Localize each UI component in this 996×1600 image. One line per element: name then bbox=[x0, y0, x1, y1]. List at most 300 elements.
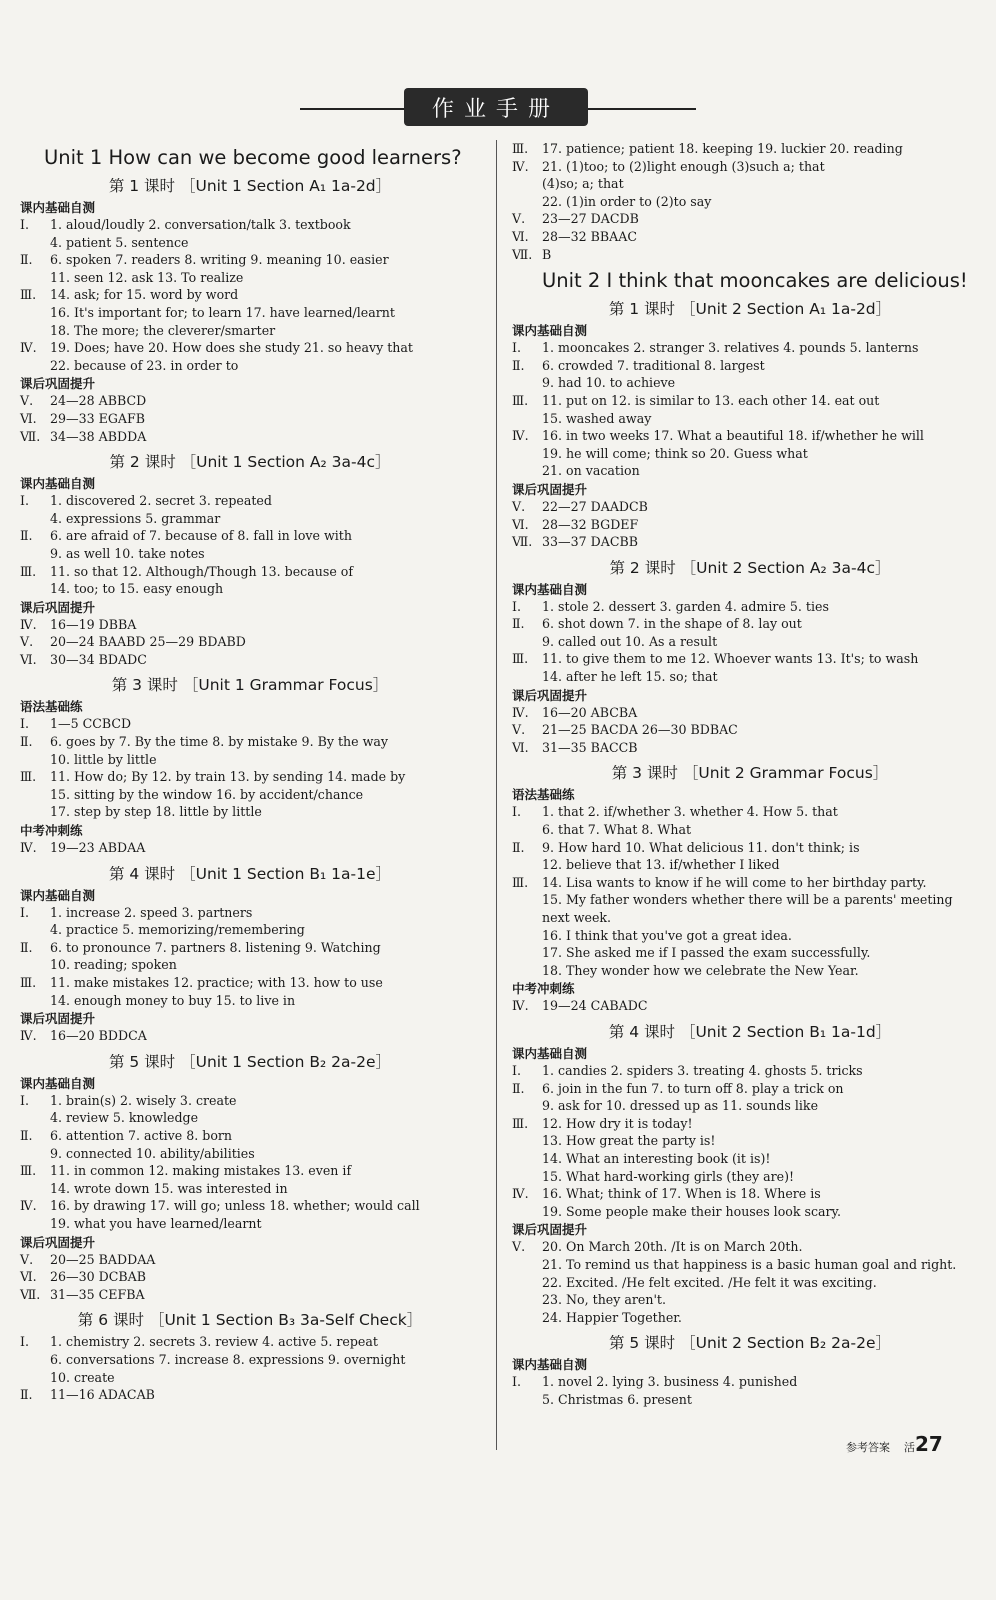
answer-text: 33—37 DACBB bbox=[542, 534, 638, 550]
answer-text: 18. The more; the cleverer/smarter bbox=[50, 322, 276, 338]
question-group-numeral: Ⅱ. bbox=[512, 616, 525, 632]
lesson-heading: 第 3 课时 ［Unit 2 Grammar Focus］ bbox=[611, 764, 889, 783]
answer-line bbox=[512, 1373, 988, 1391]
answer-text: 9. How hard 10. What delicious 11. don't think; is bbox=[542, 839, 860, 855]
answer-text: 18. They wonder how we celebrate the New Year. bbox=[542, 962, 859, 978]
answer-line bbox=[512, 1391, 988, 1409]
right-column bbox=[512, 140, 988, 1408]
answer-text: 10. reading; spoken bbox=[50, 957, 177, 973]
banner-title: 作业手册 bbox=[404, 88, 588, 126]
answer-text: 30—34 BDADC bbox=[50, 651, 147, 667]
answer-line bbox=[20, 974, 480, 992]
question-group-numeral: Ⅳ. bbox=[20, 840, 37, 856]
answer-line bbox=[20, 1251, 480, 1269]
answer-text: 1. aloud/loudly 2. conversation/talk 3. textbook bbox=[50, 217, 351, 232]
answer-line bbox=[512, 944, 988, 962]
lesson-heading: 第 2 课时 ［Unit 1 Section A₂ 3a-4c］ bbox=[109, 453, 391, 472]
unit-title: Unit 2 I think that mooncakes are delicious! bbox=[542, 269, 968, 293]
footer-label: 参考答案 bbox=[846, 1441, 890, 1454]
answer-text: 28—32 BBAAC bbox=[542, 228, 637, 244]
question-group-numeral: Ⅴ. bbox=[512, 1239, 526, 1255]
answer-line bbox=[20, 633, 480, 651]
answer-line bbox=[512, 1062, 988, 1080]
lesson-heading: 第 6 课时 ［Unit 1 Section B₃ 3a-Self Check］ bbox=[77, 1311, 423, 1330]
answer-line bbox=[512, 228, 988, 246]
answer-line bbox=[512, 668, 988, 686]
question-group-numeral: Ⅵ. bbox=[512, 739, 529, 755]
answer-line bbox=[20, 939, 480, 957]
question-group-numeral: Ⅰ. bbox=[20, 493, 29, 509]
answer-text: 9. called out 10. As a result bbox=[542, 633, 718, 649]
answer-line bbox=[20, 510, 480, 528]
answer-line bbox=[512, 462, 988, 480]
left-column bbox=[20, 140, 480, 1404]
question-group-numeral: Ⅶ. bbox=[20, 428, 41, 444]
question-group-numeral: Ⅱ. bbox=[20, 734, 33, 750]
question-group-numeral: Ⅳ. bbox=[20, 340, 37, 356]
answer-text: 1. mooncakes 2. stranger 3. relatives 4. pounds 5. lanterns bbox=[542, 340, 919, 356]
answer-line bbox=[512, 650, 988, 668]
answer-text: 11—16 ADACAB bbox=[50, 1387, 155, 1403]
answer-text: 17. She asked me if I passed the exam successfully. bbox=[542, 945, 871, 961]
answer-line bbox=[512, 392, 988, 410]
answer-line bbox=[20, 733, 480, 751]
answer-line bbox=[20, 545, 480, 563]
answer-text: 1. candies 2. spiders 3. treating 4. ghosts 5. tricks bbox=[542, 1062, 863, 1078]
question-group-numeral: Ⅲ. bbox=[512, 651, 529, 667]
question-group-numeral: Ⅶ. bbox=[512, 534, 533, 550]
answer-text: 16—20 ABCBA bbox=[542, 704, 638, 720]
answer-line bbox=[512, 1256, 988, 1274]
answer-text: 16—19 DBBA bbox=[50, 616, 137, 632]
answer-line bbox=[512, 1274, 988, 1292]
lesson-heading: 第 3 课时 ［Unit 1 Grammar Focus］ bbox=[111, 676, 389, 695]
question-group-numeral: Ⅰ. bbox=[512, 1062, 521, 1078]
answer-text: 11. so that 12. Although/Though 13. because of bbox=[50, 563, 354, 579]
answer-text: 12. How dry it is today! bbox=[542, 1115, 693, 1131]
answer-line bbox=[20, 1092, 480, 1110]
answer-line bbox=[20, 751, 480, 769]
answer-text: 6. join in the fun 7. to turn off 8. play a trick on bbox=[542, 1080, 844, 1096]
section-label: 课后巩固提升 bbox=[20, 1234, 96, 1250]
question-group-numeral: Ⅱ. bbox=[20, 252, 33, 268]
answer-line bbox=[512, 140, 988, 158]
answer-line bbox=[512, 516, 988, 534]
answer-text: 21. To remind us that happiness is a basic human goal and right. bbox=[542, 1256, 957, 1272]
section-label: 课后巩固提升 bbox=[20, 1011, 96, 1027]
answer-text: 20—24 BAABD 25—29 BDABD bbox=[50, 634, 246, 650]
answer-line bbox=[512, 158, 988, 176]
answer-line bbox=[20, 1386, 480, 1404]
answer-text: 16. I think that you've got a great idea. bbox=[542, 927, 792, 943]
answer-text: 10. little by little bbox=[50, 751, 157, 767]
answer-text: 4. expressions 5. grammar bbox=[50, 510, 221, 526]
answer-line bbox=[20, 1162, 480, 1180]
question-group-numeral: Ⅳ. bbox=[512, 998, 529, 1014]
answer-text: 6. to pronounce 7. partners 8. listening 9. Watching bbox=[50, 939, 381, 955]
section-label: 课后巩固提升 bbox=[20, 376, 96, 392]
answer-text: 4. review 5. knowledge bbox=[50, 1110, 199, 1126]
question-group-numeral: Ⅱ. bbox=[512, 839, 525, 855]
answer-text: 20. On March 20th. /It is on March 20th. bbox=[542, 1239, 803, 1255]
section-banner bbox=[300, 88, 696, 128]
answer-text: 14. enough money to buy 15. to live in bbox=[50, 992, 296, 1008]
lesson-heading: 第 2 课时 ［Unit 2 Section A₂ 3a-4c］ bbox=[609, 558, 891, 577]
answer-line bbox=[512, 410, 988, 428]
answer-line bbox=[20, 786, 480, 804]
answer-line bbox=[20, 339, 480, 357]
question-group-numeral: Ⅲ. bbox=[512, 874, 529, 890]
answer-line bbox=[20, 492, 480, 510]
answer-text: 15. What hard-working girls (they are)! bbox=[542, 1168, 795, 1184]
answer-text: 19. he will come; think so 20. Guess what bbox=[542, 445, 808, 461]
answer-line bbox=[20, 1145, 480, 1163]
answer-line bbox=[512, 1150, 988, 1168]
question-group-numeral: Ⅴ. bbox=[20, 634, 34, 650]
answer-text: 17. step by step 18. little by little bbox=[50, 804, 262, 820]
answer-text: 10. create bbox=[50, 1369, 115, 1385]
answer-line bbox=[20, 322, 480, 340]
answer-text: 28—32 BGDEF bbox=[542, 516, 639, 532]
question-group-numeral: Ⅱ. bbox=[512, 1080, 525, 1096]
question-group-numeral: Ⅱ. bbox=[20, 939, 33, 955]
answer-line bbox=[20, 357, 480, 375]
answer-text: 9. as well 10. take notes bbox=[50, 545, 205, 561]
lesson-heading: 第 5 课时 ［Unit 1 Section B₂ 2a-2e］ bbox=[108, 1052, 392, 1071]
answer-text: 1. increase 2. speed 3. partners bbox=[50, 904, 253, 920]
section-label: 课后巩固提升 bbox=[512, 687, 588, 703]
question-group-numeral: Ⅴ. bbox=[512, 722, 526, 738]
question-group-numeral: Ⅴ. bbox=[512, 211, 526, 227]
answer-line bbox=[20, 428, 480, 446]
question-group-numeral: Ⅶ. bbox=[512, 246, 533, 262]
answer-text: 6. that 7. What 8. What bbox=[542, 822, 692, 838]
answer-text: 16. What; think of 17. When is 18. Where is bbox=[542, 1186, 821, 1202]
question-group-numeral: Ⅲ. bbox=[512, 392, 529, 408]
answer-line bbox=[512, 874, 988, 892]
lesson-heading: 第 1 课时 ［Unit 2 Section A₁ 1a-2d］ bbox=[608, 300, 892, 319]
answer-text: 19—24 CABADC bbox=[542, 998, 648, 1014]
answer-text: 14. ask; for 15. word by word bbox=[50, 287, 239, 303]
answer-line bbox=[512, 704, 988, 722]
answer-line bbox=[512, 997, 988, 1015]
answer-text: 12. believe that 13. if/whether I liked bbox=[542, 857, 780, 873]
question-group-numeral: Ⅰ. bbox=[20, 217, 29, 232]
answer-text: 9. had 10. to achieve bbox=[542, 375, 676, 391]
answer-text: 19. Some people make their houses look scary. bbox=[542, 1203, 841, 1219]
question-group-numeral: Ⅰ. bbox=[20, 904, 29, 920]
answer-line bbox=[512, 962, 988, 980]
question-group-numeral: Ⅲ. bbox=[512, 1115, 529, 1131]
answer-line bbox=[20, 216, 480, 234]
answer-text: 11. put on 12. is similar to 13. each other 14. eat out bbox=[542, 392, 880, 408]
answer-line bbox=[512, 1291, 988, 1309]
question-group-numeral: Ⅵ. bbox=[512, 228, 529, 244]
answer-text: 19. Does; have 20. How does she study 21. so heavy that bbox=[50, 340, 413, 356]
question-group-numeral: Ⅰ. bbox=[512, 1374, 521, 1390]
answer-text: B bbox=[542, 246, 552, 262]
section-label: 课内基础自测 bbox=[512, 323, 588, 339]
answer-line bbox=[20, 1197, 480, 1215]
question-group-numeral: Ⅶ. bbox=[20, 1286, 41, 1302]
answer-line bbox=[20, 715, 480, 733]
answer-line bbox=[512, 1238, 988, 1256]
answer-text: 1—5 CCBCD bbox=[50, 716, 132, 732]
answer-text: 20—25 BADDAA bbox=[50, 1251, 156, 1267]
answer-line bbox=[512, 339, 988, 357]
unit-title: Unit 1 How can we become good learners? bbox=[44, 146, 462, 169]
answer-text: 9. connected 10. ability/abilities bbox=[50, 1145, 255, 1161]
lesson-heading: 第 5 课时 ［Unit 2 Section B₂ 2a-2e］ bbox=[608, 1334, 892, 1353]
question-group-numeral: Ⅱ. bbox=[512, 357, 525, 373]
answer-line bbox=[512, 891, 988, 909]
column-divider bbox=[496, 140, 497, 1450]
answer-line bbox=[512, 839, 988, 857]
question-group-numeral: Ⅳ. bbox=[512, 1186, 529, 1202]
question-group-numeral: Ⅲ. bbox=[20, 975, 37, 990]
answer-line bbox=[20, 1180, 480, 1198]
section-label: 中考冲刺练 bbox=[512, 981, 575, 997]
answer-line bbox=[20, 304, 480, 322]
answer-text: 31—35 BACCB bbox=[542, 739, 638, 755]
answer-line bbox=[20, 803, 480, 821]
answer-text: 11. in common 12. making mistakes 13. even if bbox=[50, 1163, 352, 1179]
answer-text: 21. (1)too; to (2)light enough (3)such a; that bbox=[542, 158, 825, 174]
answer-text: 4. patient 5. sentence bbox=[50, 234, 189, 250]
answer-text: 29—33 EGAFB bbox=[50, 410, 145, 426]
section-label: 课内基础自测 bbox=[512, 1357, 588, 1373]
section-label: 语法基础练 bbox=[20, 699, 83, 715]
answer-line bbox=[20, 1109, 480, 1127]
question-group-numeral: Ⅱ. bbox=[20, 1387, 33, 1403]
section-label: 课内基础自测 bbox=[20, 476, 96, 492]
answer-text: 6. are afraid of 7. because of 8. fall in love with bbox=[50, 528, 352, 544]
answer-text: 11. make mistakes 12. practice; with 13. how to use bbox=[50, 975, 383, 990]
question-group-numeral: Ⅰ. bbox=[512, 340, 521, 356]
answer-line bbox=[20, 1027, 480, 1045]
question-group-numeral: Ⅳ. bbox=[20, 1028, 37, 1044]
answer-line bbox=[512, 193, 988, 211]
answer-line bbox=[20, 956, 480, 974]
answer-line bbox=[20, 921, 480, 939]
answer-line bbox=[512, 1168, 988, 1186]
question-group-numeral: Ⅲ. bbox=[20, 1163, 37, 1179]
answer-text: 6. conversations 7. increase 8. expressions 9. overnight bbox=[50, 1351, 406, 1367]
question-group-numeral: Ⅵ. bbox=[20, 651, 37, 667]
answer-text: 15. sitting by the window 16. by accident/chance bbox=[50, 786, 364, 802]
answer-text: 6. crowded 7. traditional 8. largest bbox=[542, 357, 765, 373]
answer-text: 19. what you have learned/learnt bbox=[50, 1215, 262, 1231]
answer-line bbox=[512, 498, 988, 516]
answer-line bbox=[20, 1268, 480, 1286]
question-group-numeral: Ⅲ. bbox=[20, 769, 37, 785]
answer-line bbox=[512, 633, 988, 651]
lesson-heading: 第 4 课时 ［Unit 1 Section B₁ 1a-1e］ bbox=[108, 864, 392, 883]
answer-line bbox=[512, 927, 988, 945]
answer-line bbox=[20, 269, 480, 287]
question-group-numeral: Ⅴ. bbox=[20, 1251, 34, 1267]
answer-line bbox=[20, 392, 480, 410]
answer-line bbox=[512, 1115, 988, 1133]
answer-text: 14. What an interesting book (it is)! bbox=[542, 1150, 771, 1166]
answer-line bbox=[512, 1185, 988, 1203]
question-group-numeral: Ⅴ. bbox=[20, 393, 34, 409]
answer-text: 1. brain(s) 2. wisely 3. create bbox=[50, 1092, 237, 1108]
question-group-numeral: Ⅰ. bbox=[20, 1334, 29, 1350]
lesson-heading: 第 1 课时 ［Unit 1 Section A₁ 1a-2d］ bbox=[108, 177, 392, 195]
answer-text: (4)so; a; that bbox=[542, 176, 624, 192]
section-label: 课内基础自测 bbox=[20, 1075, 96, 1091]
answer-line bbox=[512, 598, 988, 616]
question-group-numeral: Ⅳ. bbox=[20, 1198, 37, 1214]
section-label: 课内基础自测 bbox=[20, 887, 96, 903]
question-group-numeral: Ⅳ. bbox=[512, 704, 529, 720]
answer-line bbox=[512, 445, 988, 463]
section-label: 课内基础自测 bbox=[20, 200, 96, 215]
answer-text: 11. to give them to me 12. Whoever wants 13. It's; to wash bbox=[542, 651, 919, 667]
answer-line bbox=[20, 580, 480, 598]
answer-text: 22—27 DAADCB bbox=[542, 498, 648, 514]
question-group-numeral: Ⅱ. bbox=[20, 1127, 33, 1143]
answer-line bbox=[20, 992, 480, 1010]
question-group-numeral: Ⅰ. bbox=[512, 598, 521, 614]
answer-line bbox=[512, 856, 988, 874]
answer-line bbox=[20, 1127, 480, 1145]
answer-text: 9. ask for 10. dressed up as 11. sounds like bbox=[542, 1098, 819, 1114]
question-group-numeral: Ⅲ. bbox=[20, 563, 37, 579]
answer-line bbox=[512, 374, 988, 392]
answer-text: 13. How great the party is! bbox=[542, 1133, 716, 1149]
question-group-numeral: Ⅱ. bbox=[20, 528, 33, 544]
answer-text: 26—30 DCBAB bbox=[50, 1269, 146, 1285]
answer-text: 1. chemistry 2. secrets 3. review 4. active 5. repeat bbox=[50, 1334, 378, 1350]
section-label: 课后巩固提升 bbox=[20, 599, 96, 615]
answer-text: 6. goes by 7. By the time 8. by mistake 9. By the way bbox=[50, 734, 388, 750]
section-label: 课内基础自测 bbox=[512, 581, 588, 597]
answer-line bbox=[512, 533, 988, 551]
answer-text: next week. bbox=[542, 910, 612, 925]
answer-line bbox=[20, 251, 480, 269]
answer-line bbox=[20, 234, 480, 252]
page-number: 27 bbox=[915, 1432, 943, 1456]
answer-line bbox=[20, 1333, 480, 1351]
answer-line bbox=[20, 1286, 480, 1304]
answer-line bbox=[20, 904, 480, 922]
answer-text: 16—20 BDDCA bbox=[50, 1028, 147, 1044]
answer-text: 6. spoken 7. readers 8. writing 9. meaning 10. easier bbox=[50, 252, 389, 268]
page-footer bbox=[846, 1432, 943, 1456]
answer-line bbox=[512, 909, 988, 927]
answer-text: 16. It's important for; to learn 17. have learned/learnt bbox=[50, 304, 395, 320]
answer-line bbox=[512, 427, 988, 445]
question-group-numeral: Ⅴ. bbox=[512, 498, 526, 514]
answer-line bbox=[20, 286, 480, 304]
answer-line bbox=[512, 1097, 988, 1115]
answer-text: 23. No, they aren't. bbox=[542, 1292, 667, 1308]
answer-line bbox=[20, 1215, 480, 1233]
answer-text: 16. by drawing 17. will go; unless 18. whether; would call bbox=[50, 1198, 420, 1214]
answer-text: 11. How do; By 12. by train 13. by sending 14. made by bbox=[50, 769, 406, 785]
section-label: 课后巩固提升 bbox=[512, 481, 588, 497]
section-label: 中考冲刺练 bbox=[20, 823, 83, 839]
answer-line bbox=[512, 803, 988, 821]
answer-text: 24. Happier Together. bbox=[542, 1309, 682, 1325]
answer-line bbox=[20, 1351, 480, 1369]
section-label: 课内基础自测 bbox=[512, 1045, 588, 1061]
answer-text: 34—38 ABDDA bbox=[50, 428, 147, 444]
answer-text: 22. because of 23. in order to bbox=[50, 357, 239, 373]
answer-text: 6. shot down 7. in the shape of 8. lay out bbox=[542, 616, 802, 632]
answer-text: 21. on vacation bbox=[542, 463, 640, 479]
answer-line bbox=[512, 210, 988, 228]
answer-line bbox=[512, 821, 988, 839]
answer-line bbox=[512, 1203, 988, 1221]
answer-line bbox=[20, 839, 480, 857]
answer-text: 14. too; to 15. easy enough bbox=[50, 581, 224, 597]
answer-text: 14. after he left 15. so; that bbox=[542, 669, 718, 685]
answer-text: 5. Christmas 6. present bbox=[542, 1391, 692, 1407]
question-group-numeral: Ⅲ. bbox=[512, 141, 529, 156]
question-group-numeral: Ⅳ. bbox=[20, 616, 37, 632]
question-group-numeral: Ⅵ. bbox=[20, 1269, 37, 1285]
answer-line bbox=[512, 739, 988, 757]
answer-text: 1. that 2. if/whether 3. whether 4. How 5. that bbox=[542, 804, 838, 820]
answer-line bbox=[20, 527, 480, 545]
answer-text: 24—28 ABBCD bbox=[50, 393, 147, 409]
answer-text: 19—23 ABDAA bbox=[50, 840, 146, 856]
section-label: 语法基础练 bbox=[512, 787, 575, 803]
answer-text: 6. attention 7. active 8. born bbox=[50, 1127, 233, 1143]
answer-text: 1. discovered 2. secret 3. repeated bbox=[50, 493, 272, 509]
answer-text: 1. novel 2. lying 3. business 4. punished bbox=[542, 1374, 798, 1390]
answer-text: 4. practice 5. memorizing/remembering bbox=[50, 922, 305, 938]
answer-text: 15. My father wonders whether there will be a parents' meeting bbox=[542, 892, 953, 908]
answer-text: 17. patience; patient 18. keeping 19. luckier 20. reading bbox=[542, 141, 903, 156]
answer-line bbox=[20, 1369, 480, 1387]
answer-text: 22. (1)in order to (2)to say bbox=[542, 193, 712, 209]
answer-line bbox=[512, 1132, 988, 1150]
answer-line bbox=[20, 768, 480, 786]
lesson-heading: 第 4 课时 ［Unit 2 Section B₁ 1a-1d］ bbox=[608, 1022, 892, 1041]
question-group-numeral: Ⅲ. bbox=[20, 287, 37, 303]
answer-line bbox=[512, 615, 988, 633]
answer-line bbox=[512, 1309, 988, 1327]
section-label: 课后巩固提升 bbox=[512, 1222, 588, 1238]
question-group-numeral: Ⅳ. bbox=[512, 428, 529, 444]
footer-brand: 活 bbox=[904, 1441, 915, 1454]
answer-text: 1. stole 2. dessert 3. garden 4. admire 5. ties bbox=[542, 598, 829, 614]
answer-line bbox=[512, 1080, 988, 1098]
question-group-numeral: Ⅵ. bbox=[20, 410, 37, 426]
answer-text: 22. Excited. /He felt excited. /He felt it was exciting. bbox=[542, 1274, 877, 1290]
answer-text: 14. Lisa wants to know if he will come to her birthday party. bbox=[542, 874, 927, 890]
answer-text: 31—35 CEFBA bbox=[50, 1286, 145, 1302]
answer-line bbox=[20, 651, 480, 669]
answer-line bbox=[20, 616, 480, 634]
question-group-numeral: Ⅰ. bbox=[20, 1092, 29, 1108]
question-group-numeral: Ⅰ. bbox=[20, 716, 29, 732]
answer-text: 15. washed away bbox=[542, 410, 652, 426]
answer-line bbox=[20, 563, 480, 581]
answer-text: 23—27 DACDB bbox=[542, 211, 639, 227]
question-group-numeral: Ⅰ. bbox=[512, 804, 521, 820]
answer-line bbox=[512, 175, 988, 193]
answer-line bbox=[512, 357, 988, 375]
answer-text: 16. in two weeks 17. What a beautiful 18. if/whether he will bbox=[542, 428, 924, 444]
answer-text: 14. wrote down 15. was interested in bbox=[50, 1180, 288, 1196]
answer-text: 21—25 BACDA 26—30 BDBAC bbox=[542, 722, 738, 738]
question-group-numeral: Ⅳ. bbox=[512, 158, 529, 174]
